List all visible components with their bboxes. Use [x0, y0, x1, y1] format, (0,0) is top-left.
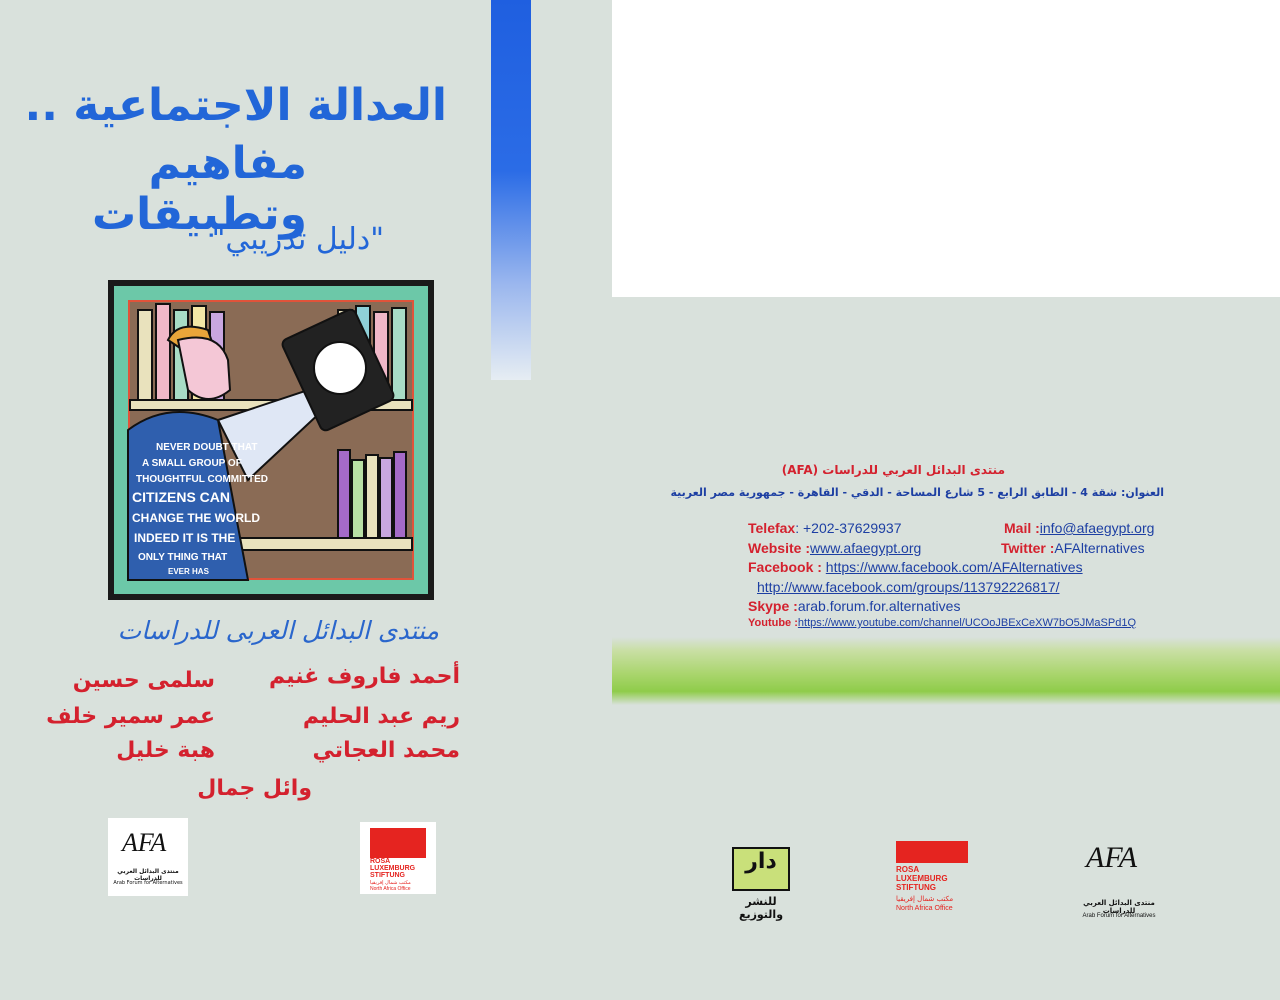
back-cover	[612, 297, 1280, 1000]
afa-logo-front: AFA منتدى البدائل العربي للدراسات Arab Forum for Alternatives	[108, 818, 188, 896]
blue-gradient-strip	[491, 0, 531, 380]
quote-line-2: A SMALL GROUP OF	[142, 458, 242, 469]
website-link[interactable]: www.afaegypt.org	[809, 540, 922, 556]
facebook-row: Facebook : https://www.facebook.com/AFAlternatives	[748, 559, 1083, 575]
rosa-logo-back: ROSA LUXEMBURG STIFTUNG مكتب شمال إفريقيا North Africa Office	[896, 841, 968, 921]
author-1: أحمد فاروف غنيم	[269, 664, 460, 689]
rosa-logo-front: ROSA LUXEMBURG STIFTUNG مكتب شمال إفريقيا North Africa Office	[360, 822, 436, 894]
twitter-row: Twitter :AFAlternatives	[1001, 540, 1145, 556]
author-5: محمد العجاتي	[312, 738, 460, 763]
quote-line-7: ONLY THING THAT	[138, 552, 228, 563]
title-line-2: مفاهيم وتطبيقات	[91, 138, 307, 240]
quote-line-5: CHANGE THE WORLD	[132, 511, 260, 525]
grass-strip	[612, 637, 1280, 705]
afa-logo-back: AFA منتدى البدائل العربي للدراسات Arab Forum for Alternatives	[1082, 841, 1156, 919]
front-cover	[0, 0, 612, 1000]
title-line-1: العدالة الاجتماعية ..	[24, 80, 447, 131]
facebook-row-2	[757, 579, 1060, 595]
website-row: Website :www.afaegypt.org	[748, 540, 922, 556]
subtitle: "دليل تدريبي"	[211, 222, 384, 257]
quote-line-4: CITIZENS CAN	[132, 489, 230, 505]
facebook-link-2[interactable]: http://www.facebook.com/groups/113792226817/	[757, 579, 1060, 595]
telefax-row: Telefax: +202-37629937	[748, 520, 902, 536]
quote-line-1: NEVER DOUBT THAT	[156, 442, 258, 453]
author-3: ريم عبد الحليم	[302, 704, 460, 729]
quote-line-8: EVER HAS	[168, 567, 209, 576]
quote-line-6: INDEED IT IS THE	[134, 531, 236, 545]
back-address: العنوان: شقة 4 - الطابق الرابع - 5 شارع المساحة - الدقي - القاهرة - جمهورية مصر العربية	[670, 486, 1164, 499]
mail-link[interactable]: info@afaegypt.org	[1039, 520, 1155, 536]
quote-line-3: THOUGHTFUL COMMITTED	[136, 474, 269, 485]
author-2: سلمى حسين	[72, 668, 215, 693]
author-7: وائل جمال	[197, 776, 312, 801]
facebook-link-1[interactable]: https://www.facebook.com/AFAlternatives	[825, 559, 1083, 575]
forum-name: منتدى البدائل العربى للدراسات	[117, 616, 439, 645]
dar-logo: دار للنشر والتوزيع	[726, 839, 796, 927]
youtube-row: Youtube :https://www.youtube.com/channel/UCOoJBExCeXW7bO5JMaSPd1Q	[748, 617, 1137, 629]
reader-illustration	[108, 280, 434, 600]
back-org-name: منتدى البدائل العربي للدراسات (AFA)	[781, 463, 1005, 477]
mail-row: Mail :info@afaegypt.org	[1004, 520, 1155, 536]
youtube-link[interactable]: https://www.youtube.com/channel/UCOoJBExCeXW7bO5JMaSPd1Q	[797, 617, 1137, 629]
books-bottom-shelf	[338, 450, 406, 540]
author-4: عمر سمير خلف	[46, 704, 215, 729]
skype-row: Skype :arab.forum.for.alternatives	[748, 598, 961, 614]
author-6: هبة خليل	[116, 738, 215, 763]
